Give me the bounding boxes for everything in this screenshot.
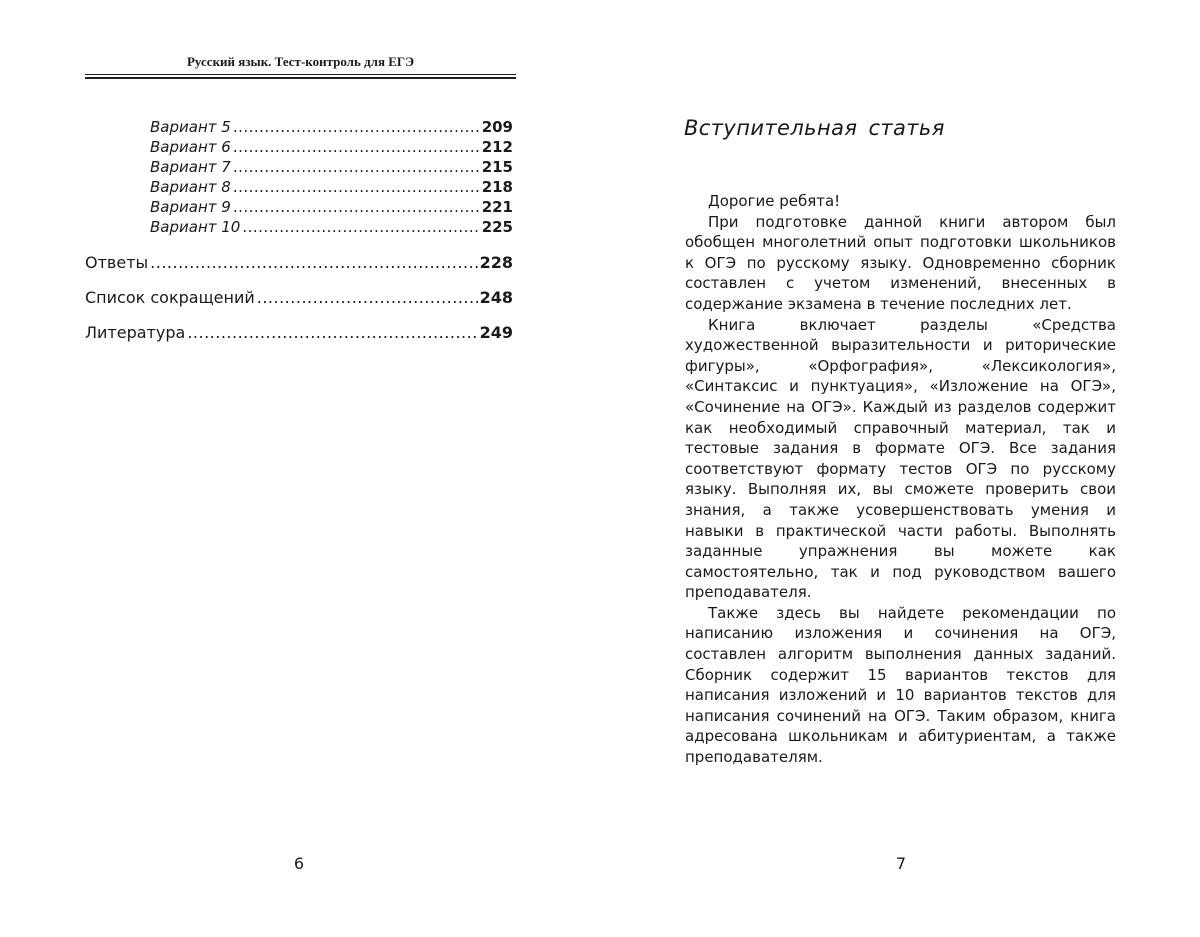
- toc-leader-dots: [257, 288, 478, 308]
- toc-entry-page: 209: [481, 118, 513, 136]
- toc-entry-label: Вариант 8: [150, 178, 231, 196]
- running-head-rule-thick: [85, 77, 516, 79]
- running-head-rule: [85, 74, 516, 75]
- article-paragraph: Книга включает разделы «Средства художественной выразительности и риторические фигуры», «Орфография», «Лексикология», «Синтаксис и пунктуация», «Изложение на ОГЭ», «Сочинение на ОГЭ». Каждый из разделов содержит как необходимый справочный материал, так и тестовые задания в формате ОГЭ. Все задания соответствуют формату тестов ОГЭ по русскому языку. Выполняя их, вы сможете проверить свои знания, а также усовершенствовать умения и навыки в практической части работы. Выполнять заданные упражнения вы можете как самостоятельно, так и под руководством вашего преподавателя.: [685, 315, 1116, 602]
- toc-section: [85, 323, 513, 343]
- toc-entry-page: 221: [481, 198, 513, 216]
- article-paragraph: Дорогие ребята!: [708, 192, 841, 210]
- toc-entry: [85, 137, 513, 157]
- right-page: [600, 0, 1200, 937]
- toc-entry-page: 212: [481, 138, 513, 156]
- toc-entry: [85, 117, 513, 137]
- toc-leader-dots: [150, 253, 477, 273]
- article-paragraph: При подготовке данной книги автором был обобщен многолетний опыт подготовки школьников к ОГЭ по русскому языку. Одновременно сборник составлен с учетом изменений, внесенных в содержание экзамена в течение последних лет.: [685, 212, 1116, 313]
- toc-section-label: Ответы: [85, 253, 149, 272]
- toc-leader-dots: [187, 323, 477, 343]
- toc-leader-dots: [233, 197, 480, 217]
- toc-leader-dots: [233, 117, 480, 137]
- toc-section: [85, 288, 513, 308]
- toc-entry: [85, 157, 513, 177]
- toc-leader-dots: [233, 137, 480, 157]
- article-paragraph: Также здесь вы найдете рекомендации по написанию изложения и сочинения на ОГЭ, составлен алгоритм выполнения данных заданий. Сборник содержит 15 вариантов текстов для написания изложений и 10 вариантов текстов для написания сочинений на ОГЭ. Таким образом, книга адресована школьникам и абитуриентам, а также преподавателям.: [685, 603, 1116, 767]
- toc-entry: [85, 177, 513, 197]
- toc-entry-label: Вариант 9: [150, 198, 231, 216]
- article-body: [685, 191, 1116, 768]
- toc-section-label: Литература: [85, 323, 186, 342]
- toc-section-page: 249: [479, 323, 513, 342]
- toc-entry-page: 218: [481, 178, 513, 196]
- toc-entry-label: Вариант 10: [150, 218, 241, 236]
- toc-entry-label: Вариант 5: [150, 118, 231, 136]
- toc-leader-dots: [233, 177, 480, 197]
- toc-entry-page: 215: [481, 158, 513, 176]
- page-number: 6: [293, 854, 305, 873]
- page-number: 7: [895, 854, 907, 873]
- table-of-contents: [85, 117, 513, 343]
- toc-section-page: 228: [479, 253, 513, 272]
- toc-section-label: Список сокращений: [85, 288, 255, 307]
- toc-entry-label: Вариант 7: [150, 158, 231, 176]
- article-title: Вступительная статья: [684, 116, 945, 140]
- toc-entry: [85, 217, 513, 237]
- toc-section: [85, 253, 513, 273]
- toc-leader-dots: [233, 157, 480, 177]
- toc-entry: [85, 197, 513, 217]
- running-head: Русский язык. Тест-контроль для ЕГЭ: [186, 54, 415, 69]
- toc-section-page: 248: [479, 288, 513, 307]
- toc-entry-label: Вариант 6: [150, 138, 231, 156]
- toc-leader-dots: [242, 217, 479, 237]
- toc-entry-page: 225: [481, 218, 513, 236]
